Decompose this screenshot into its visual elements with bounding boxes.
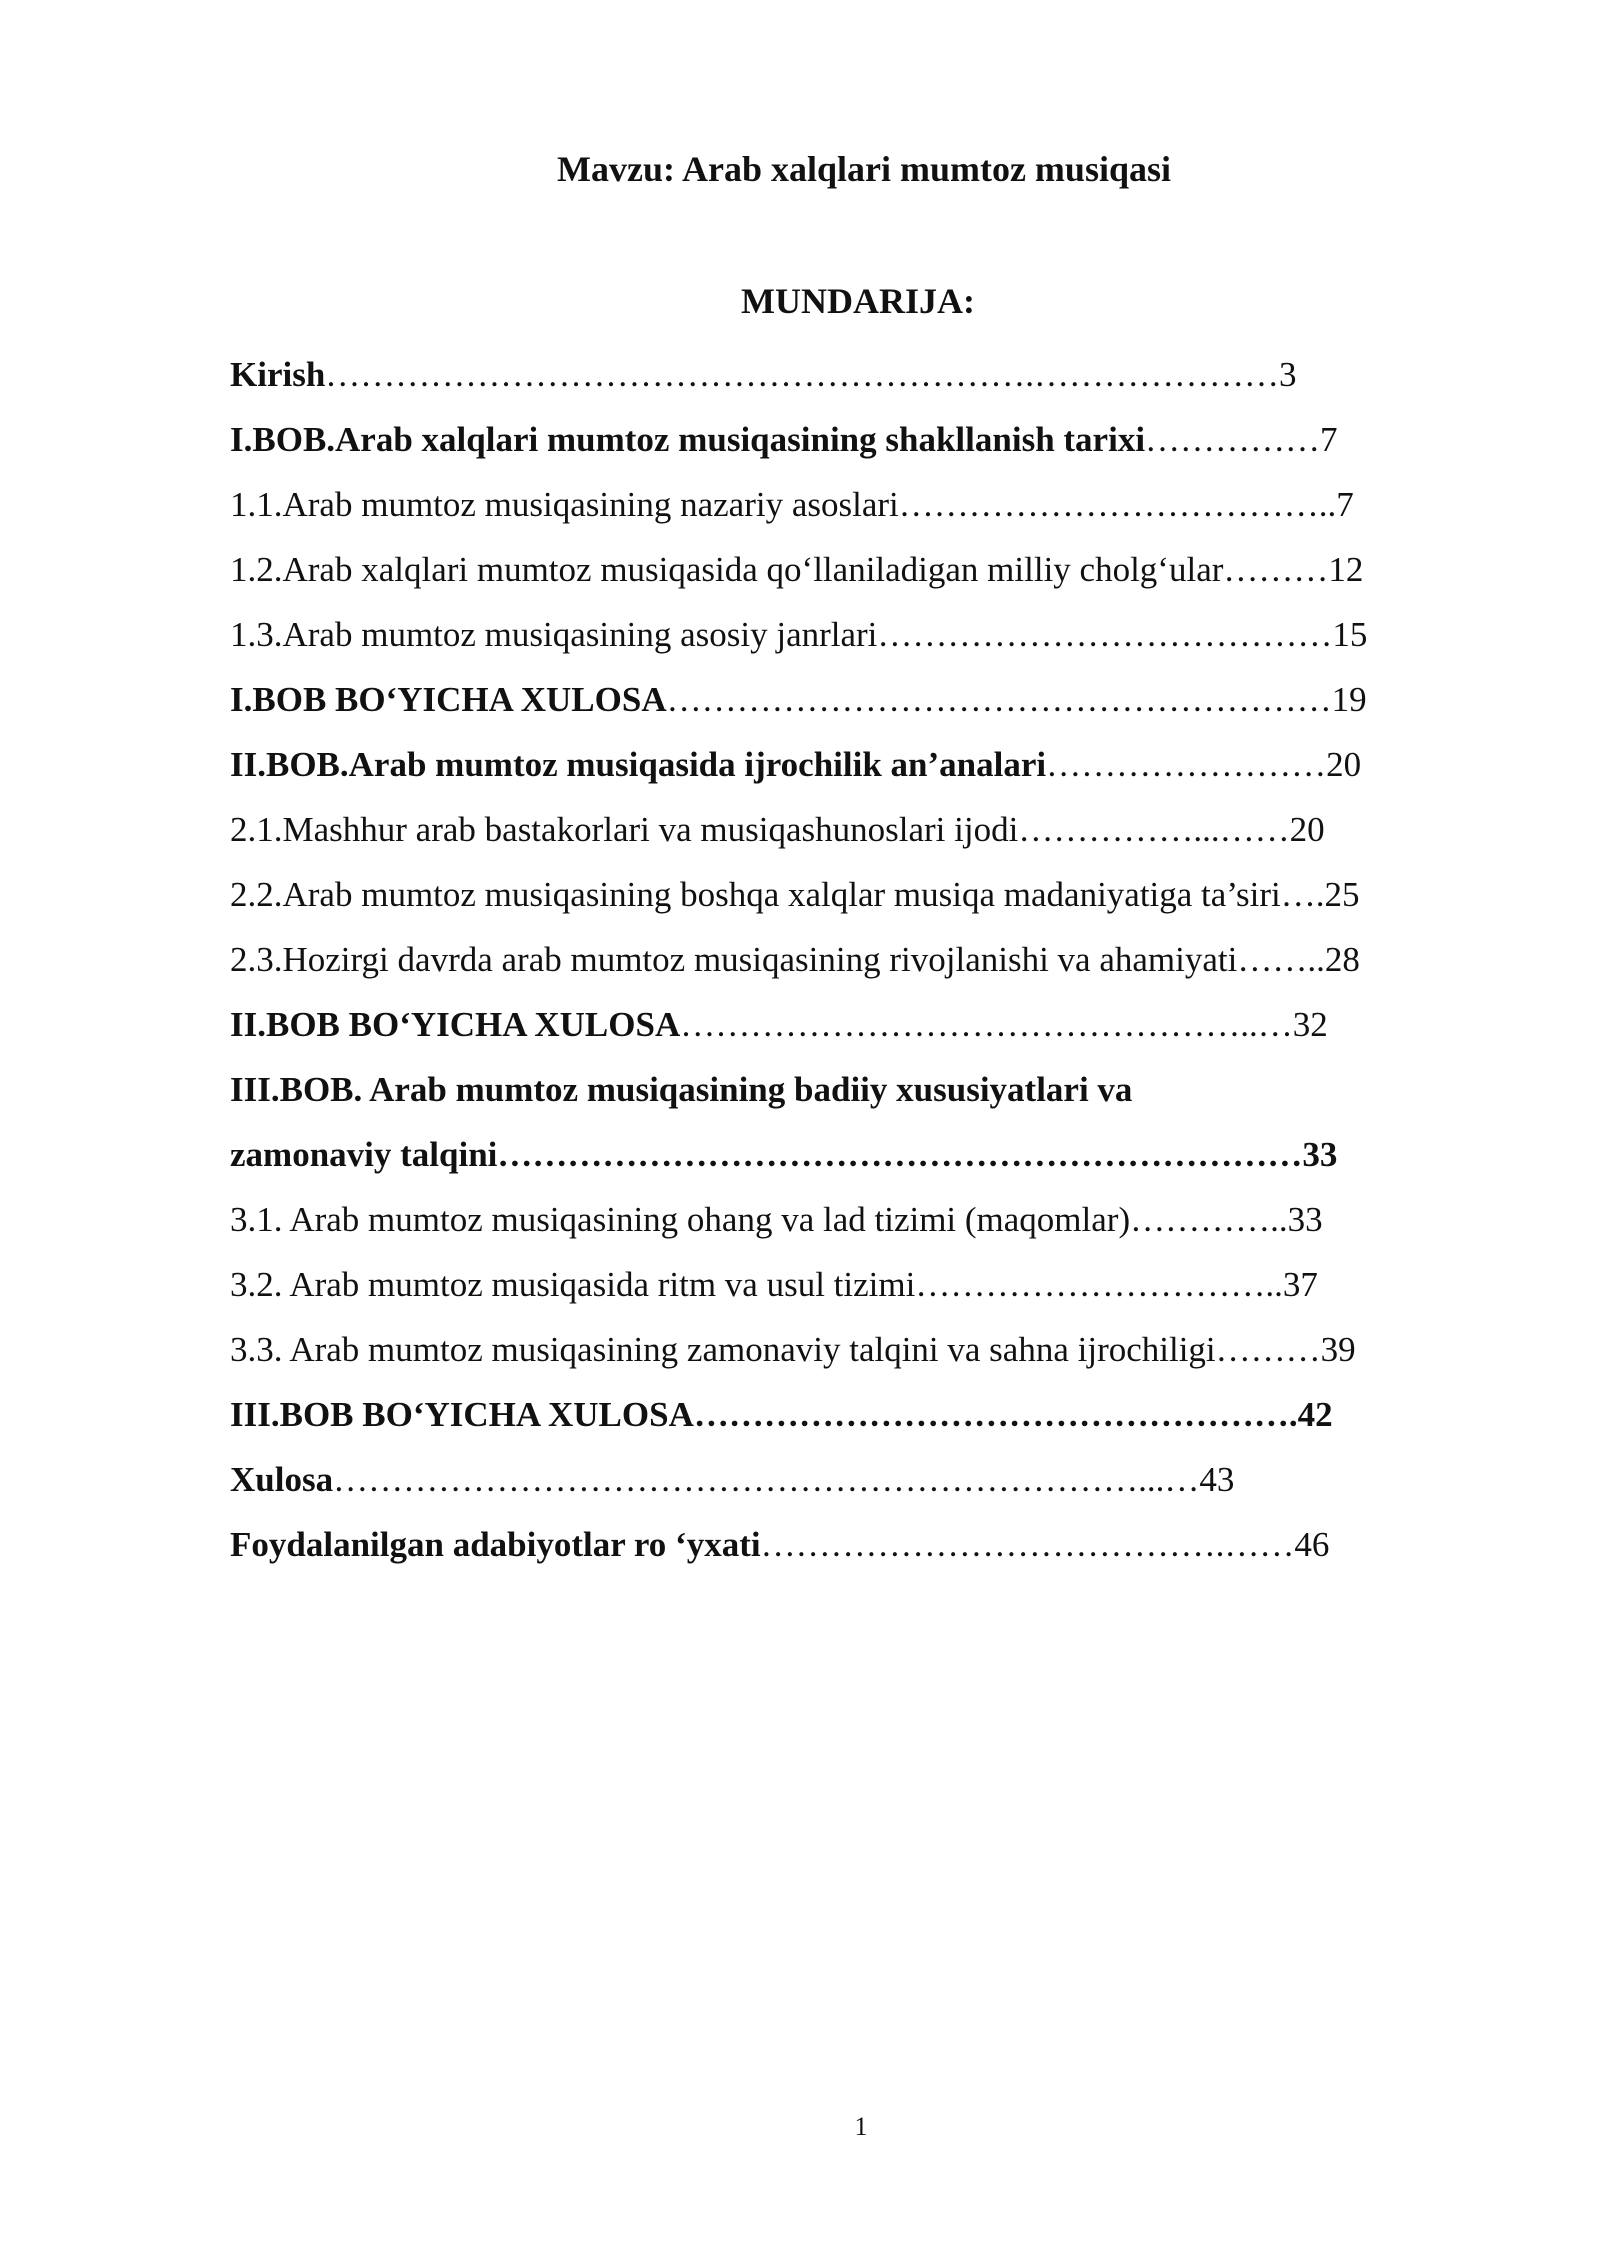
toc-entry <box>230 667 1470 732</box>
toc-entry-leader: ……………...…… <box>1018 810 1290 849</box>
toc-entry-text: 3.3. Arab mumtoz musiqasining zamonaviy talqini va sahna ijrochiligi <box>230 1330 1216 1369</box>
toc-entry <box>230 407 1470 472</box>
toc-entry-page: 19 <box>1331 680 1367 719</box>
toc-entry-page: 20 <box>1326 745 1362 784</box>
toc-entry-page: 25 <box>1324 875 1360 914</box>
toc-entry-leader: ………………………….. <box>915 1265 1283 1304</box>
toc-entry-leader: …………………………………………………………… <box>497 1135 1303 1174</box>
toc-entry <box>230 1122 1470 1187</box>
toc-entry <box>230 732 1470 797</box>
toc-entry-leader: …………………………………………………….………………… <box>325 355 1280 394</box>
table-of-contents <box>230 342 1470 1577</box>
toc-entry-leader: ………………………………….…… <box>760 1525 1295 1564</box>
toc-entry <box>230 472 1470 537</box>
toc-entry-leader: ………….. <box>1130 1200 1288 1239</box>
toc-entry-text: 1.2.Arab xalqlari mumtoz musiqasida qo‘llaniladigan milliy cholg‘ular <box>230 550 1224 589</box>
toc-entry-page: 7 <box>1320 420 1338 459</box>
toc-entry <box>230 1057 1470 1122</box>
toc-entry <box>230 1382 1470 1447</box>
toc-entry-page: 39 <box>1320 1330 1356 1369</box>
toc-entry-text: Xulosa <box>230 1460 334 1499</box>
toc-entry-leader: ………………………………… <box>877 615 1333 654</box>
document-title: Mavzu: Arab xalqlari mumtoz musiqasi <box>556 149 1171 189</box>
toc-entry <box>230 1447 1470 1512</box>
toc-entry <box>230 1512 1470 1577</box>
toc-entry <box>230 602 1470 667</box>
toc-entry <box>230 927 1470 992</box>
toc-entry-text: II.BOB BO‘YICHA XULOSA <box>230 1005 681 1044</box>
toc-entry-page: 33 <box>1287 1200 1323 1239</box>
toc-heading: MUNDARIJA: <box>741 281 975 321</box>
toc-entry-page: 28 <box>1324 940 1360 979</box>
toc-entry <box>230 537 1470 602</box>
toc-entry-text: 1.1.Arab mumtoz musiqasining nazariy asoslari <box>230 485 899 524</box>
toc-entry-text: 2.1.Mashhur arab bastakorlari va musiqashunoslari ijodi <box>230 810 1019 849</box>
toc-entry-text: Foydalanilgan adabiyotlar ro ‘yxati <box>230 1525 761 1564</box>
toc-entry-leader: ……………………………………………. <box>693 1395 1298 1434</box>
toc-entry-page: 7 <box>1336 485 1354 524</box>
toc-entry-leader: …………… <box>1145 420 1321 459</box>
toc-entry-leader: …………………… <box>1046 745 1327 784</box>
toc-entry-text: III.BOB BO‘YICHA XULOSA <box>230 1395 694 1434</box>
toc-entry-text: Kirish <box>230 355 326 394</box>
toc-entry-leader: …. <box>1280 875 1325 914</box>
toc-entry-leader: ……………………………….. <box>898 485 1337 524</box>
toc-entry-leader: …………………………………………..… <box>680 1005 1293 1044</box>
toc-entry-text: 2.2.Arab mumtoz musiqasining boshqa xalqlar musiqa madaniyatiga ta’siri <box>230 875 1281 914</box>
toc-entry <box>230 1187 1470 1252</box>
toc-entry-text: I.BOB BO‘YICHA XULOSA <box>230 680 667 719</box>
toc-entry <box>230 1317 1470 1382</box>
toc-entry-text: zamonaviy talqini <box>230 1135 498 1174</box>
toc-entry <box>230 1252 1470 1317</box>
toc-entry-leader: …….. <box>1237 940 1325 979</box>
toc-entry <box>230 797 1470 862</box>
toc-entry-page: 37 <box>1282 1265 1318 1304</box>
toc-entry <box>230 342 1470 407</box>
toc-entry <box>230 992 1470 1057</box>
toc-entry-text: 1.3.Arab mumtoz musiqasining asosiy janrlari <box>230 615 878 654</box>
toc-entry-leader: ……… <box>1223 550 1329 589</box>
toc-entry-leader: ………………………………………………… <box>666 680 1332 719</box>
toc-entry-page: 43 <box>1199 1460 1235 1499</box>
toc-entry-text: 3.1. Arab mumtoz musiqasining ohang va lad tizimi (maqomlar) <box>230 1200 1131 1239</box>
toc-entry-text: I.BOB.Arab xalqlari mumtoz musiqasining shakllanish tarixi <box>230 420 1146 459</box>
toc-entry-page: 33 <box>1302 1135 1338 1174</box>
toc-entry-leader: ……………………………………………………………...… <box>333 1460 1200 1499</box>
toc-entry-page: 12 <box>1328 550 1364 589</box>
toc-entry-text: 2.3.Hozirgi davrda arab mumtoz musiqasining rivojlanishi va ahamiyati <box>230 940 1238 979</box>
toc-entry-text: II.BOB.Arab mumtoz musiqasida ijrochilik an’analari <box>230 745 1047 784</box>
toc-entry-page: 15 <box>1332 615 1368 654</box>
toc-entry-leader: ……… <box>1215 1330 1321 1369</box>
page-number: 1 <box>854 2112 868 2141</box>
toc-entry <box>230 862 1470 927</box>
toc-entry-page: 46 <box>1294 1525 1330 1564</box>
toc-entry-page: 42 <box>1297 1395 1333 1434</box>
toc-entry-text: 3.2. Arab mumtoz musiqasida ritm va usul tizimi <box>230 1265 916 1304</box>
toc-entry-page: 3 <box>1279 355 1297 394</box>
toc-entry-page: 20 <box>1289 810 1325 849</box>
toc-entry-page: 32 <box>1292 1005 1328 1044</box>
toc-entry-text: III.BOB. Arab mumtoz musiqasining badiiy xususiyatlari va <box>230 1070 1133 1109</box>
